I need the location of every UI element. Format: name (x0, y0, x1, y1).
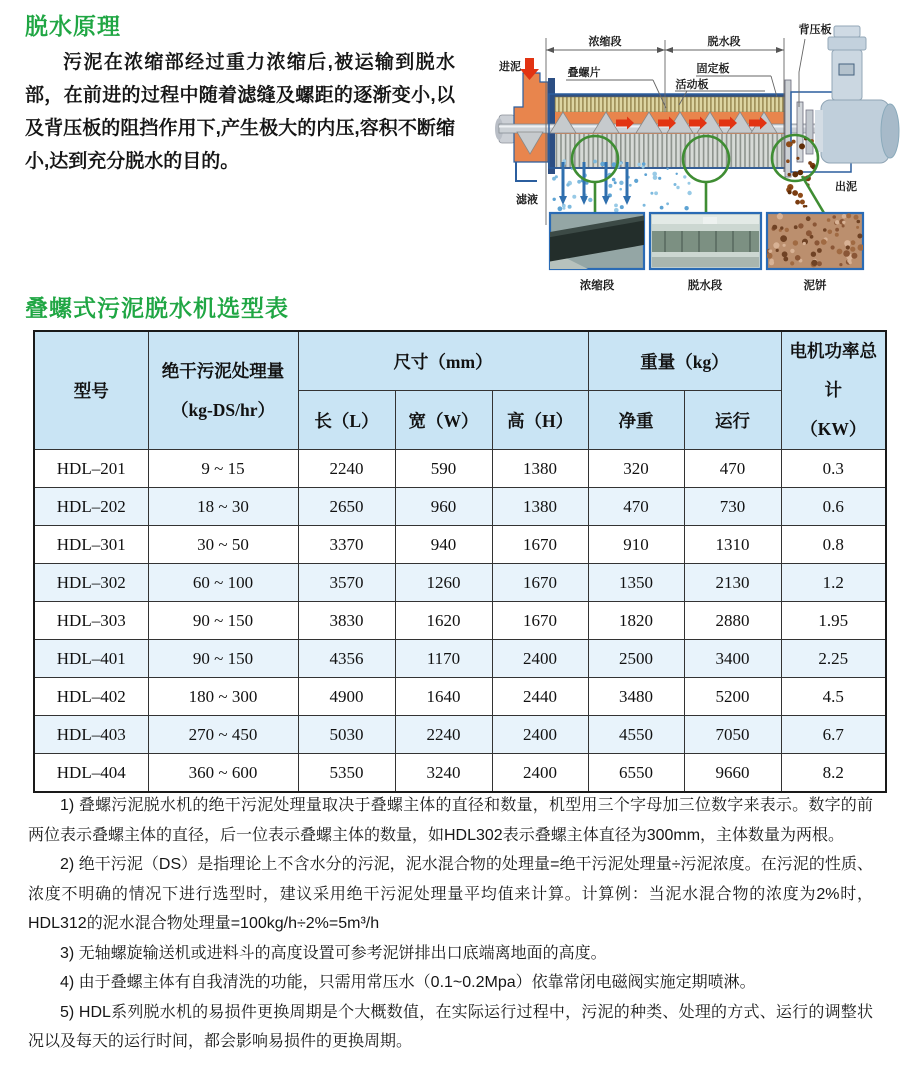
cell-height: 2400 (492, 754, 588, 793)
table-row (34, 678, 886, 716)
cell-width: 960 (395, 488, 492, 526)
col-header-net-weight: 净重 (588, 391, 684, 450)
label-back-pressure-plate: 背压板 (798, 24, 832, 36)
col-header-model: 型号 (34, 331, 148, 450)
cell-model: HDL–202 (34, 488, 148, 526)
cell-length: 2650 (298, 488, 395, 526)
label-filtrate: 滤液 (516, 194, 538, 206)
cell-height: 1380 (492, 488, 588, 526)
cell-net: 6550 (588, 754, 684, 793)
label-dewatering-section: 脱水段 (707, 36, 741, 48)
cell-net: 470 (588, 488, 684, 526)
cell-capacity: 30 ~ 50 (148, 526, 298, 564)
selection-table (33, 330, 887, 793)
cell-capacity: 180 ~ 300 (148, 678, 298, 716)
footnote-1: 1) 叠螺污泥脱水机的绝干污泥处理量取决于叠螺主体的直径和数量，机型用三个字母加三位数字来表示。数字的前两位表示叠螺主体的直径，后一位表示叠螺主体的数量，如HDL302表示叠螺主体直径为300mm，主体数量为两根。 (28, 797, 873, 844)
photo-caption-mud-cake: 泥饼 (803, 280, 827, 292)
cell-width: 1620 (395, 602, 492, 640)
cell-run: 9660 (684, 754, 781, 793)
cell-height: 1670 (492, 526, 588, 564)
table-row (34, 450, 886, 488)
col-header-capacity (148, 331, 298, 450)
col-header-weight: 重量（kg） (588, 331, 781, 391)
cell-length: 2240 (298, 450, 395, 488)
col-header-running-weight: 运行 (684, 391, 781, 450)
cell-model: HDL–201 (34, 450, 148, 488)
cell-length: 3830 (298, 602, 395, 640)
table-row (34, 640, 886, 678)
cell-width: 1640 (395, 678, 492, 716)
cell-model: HDL–403 (34, 716, 148, 754)
footnote-3: 3) 无轴螺旋输送机或进料斗的高度设置可参考泥饼排出口底端离地面的高度。 (60, 944, 607, 962)
label-fixed-plate: 固定板 (696, 63, 730, 75)
cell-run: 2880 (684, 602, 781, 640)
cell-capacity: 18 ~ 30 (148, 488, 298, 526)
cell-net: 1820 (588, 602, 684, 640)
cell-power: 1.95 (781, 602, 886, 640)
cell-width: 1260 (395, 564, 492, 602)
cell-height: 2400 (492, 640, 588, 678)
capacity-header-line1: 绝干污泥处理量 (161, 360, 285, 381)
cell-height: 2400 (492, 716, 588, 754)
label-sludge-inlet: 进泥 (499, 61, 521, 73)
cell-run: 2130 (684, 564, 781, 602)
photo-caption-concentration: 浓缩段 (579, 280, 615, 292)
cell-net: 910 (588, 526, 684, 564)
cell-net: 1350 (588, 564, 684, 602)
cell-power: 1.2 (781, 564, 886, 602)
table-row (34, 716, 886, 754)
table-row (34, 564, 886, 602)
cell-width: 590 (395, 450, 492, 488)
cell-model: HDL–401 (34, 640, 148, 678)
photo-caption-dewatering: 脱水段 (687, 280, 723, 292)
col-header-power (781, 331, 886, 450)
col-header-length: 长（L） (298, 391, 395, 450)
label-sludge-outlet: 出泥 (835, 181, 857, 193)
cell-run: 7050 (684, 716, 781, 754)
footnote-4: 4) 由于叠螺主体有自我清洗的功能，只需用常压水（0.1~0.2Mpa）依靠常闭电磁阀实施定期喷淋。 (60, 974, 756, 991)
cell-run: 5200 (684, 678, 781, 716)
cell-capacity: 90 ~ 150 (148, 602, 298, 640)
photo-concentration-section (539, 213, 660, 269)
cell-width: 2240 (395, 716, 492, 754)
cell-net: 4550 (588, 716, 684, 754)
power-header-line1: 电机功率总计 (789, 341, 878, 400)
label-screw-flight: 叠螺片 (567, 67, 601, 79)
principle-title: 脱水原理 (25, 13, 121, 39)
machine-diagram (453, 12, 900, 305)
cell-capacity: 360 ~ 600 (148, 754, 298, 793)
cell-model: HDL–402 (34, 678, 148, 716)
principle-paragraph: 污泥在浓缩部经过重力浓缩后,被运输到脱水部，在前进的过程中随着滤缝及螺距的逐渐变小,以及背压板的阻挡作用下,产生极大的内压,容积不断缩小,达到充分脱水的目的。 (25, 52, 455, 172)
selection-table-title: 叠螺式污泥脱水机选型表 (25, 295, 289, 321)
drive-motor (815, 26, 899, 163)
cell-height: 1670 (492, 564, 588, 602)
cell-capacity: 9 ~ 15 (148, 450, 298, 488)
cell-model: HDL–404 (34, 754, 148, 793)
photo-mud-cake (766, 213, 864, 269)
cell-length: 5350 (298, 754, 395, 793)
cell-width: 1170 (395, 640, 492, 678)
power-header-line2: （KW） (800, 419, 867, 439)
cell-run: 1310 (684, 526, 781, 564)
col-header-width: 宽（W） (395, 391, 492, 450)
cell-power: 0.8 (781, 526, 886, 564)
cell-power: 4.5 (781, 678, 886, 716)
col-header-dimensions: 尺寸（mm） (298, 331, 588, 391)
cell-width: 3240 (395, 754, 492, 793)
cell-height: 1380 (492, 450, 588, 488)
cell-length: 5030 (298, 716, 395, 754)
cell-run: 730 (684, 488, 781, 526)
cell-model: HDL–303 (34, 602, 148, 640)
cell-power: 0.6 (781, 488, 886, 526)
footnote-5: 5) HDL系列脱水机的易损件更换周期是个大概数值，在实际运行过程中，污泥的种类、处理的方式、运行的调整状况以及每天的运行时间，都会影响易损件的更换周期。 (28, 1003, 873, 1050)
table-row (34, 526, 886, 564)
cell-height: 2440 (492, 678, 588, 716)
capacity-header-line2: （kg-DS/hr） (170, 399, 276, 420)
cell-power: 8.2 (781, 754, 886, 793)
footnote-2: 2) 绝干污泥（DS）是指理论上不含水分的污泥，泥水混合物的处理量=绝干污泥处理量÷污泥浓度。在污泥的性质、浓度不明确的情况下进行选型时，建议采用绝干污泥处理量平均值来计算。计算例：当泥水混合物的浓度为2%时，HDL312的泥水混合物处理量=100kg/h÷2%=5m³/h (28, 856, 873, 932)
cell-net: 3480 (588, 678, 684, 716)
col-header-height: 高（H） (492, 391, 588, 450)
cell-net: 320 (588, 450, 684, 488)
table-row (34, 754, 886, 793)
cell-model: HDL–301 (34, 526, 148, 564)
cell-height: 1670 (492, 602, 588, 640)
cell-power: 6.7 (781, 716, 886, 754)
cell-run: 3400 (684, 640, 781, 678)
header-row-1 (34, 331, 886, 391)
cell-run: 470 (684, 450, 781, 488)
photo-dewatering-section (650, 213, 761, 269)
cell-capacity: 90 ~ 150 (148, 640, 298, 678)
cell-width: 940 (395, 526, 492, 564)
cell-length: 4356 (298, 640, 395, 678)
label-concentration-section: 浓缩段 (588, 36, 622, 48)
cell-power: 2.25 (781, 640, 886, 678)
cell-capacity: 60 ~ 100 (148, 564, 298, 602)
cell-net: 2500 (588, 640, 684, 678)
cell-capacity: 270 ~ 450 (148, 716, 298, 754)
cell-length: 3570 (298, 564, 395, 602)
table-row (34, 602, 886, 640)
footnotes (28, 791, 873, 1057)
cell-length: 4900 (298, 678, 395, 716)
cell-length: 3370 (298, 526, 395, 564)
label-moving-plate: 活动板 (675, 79, 709, 91)
table-row (34, 488, 886, 526)
cell-model: HDL–302 (34, 564, 148, 602)
cell-power: 0.3 (781, 450, 886, 488)
